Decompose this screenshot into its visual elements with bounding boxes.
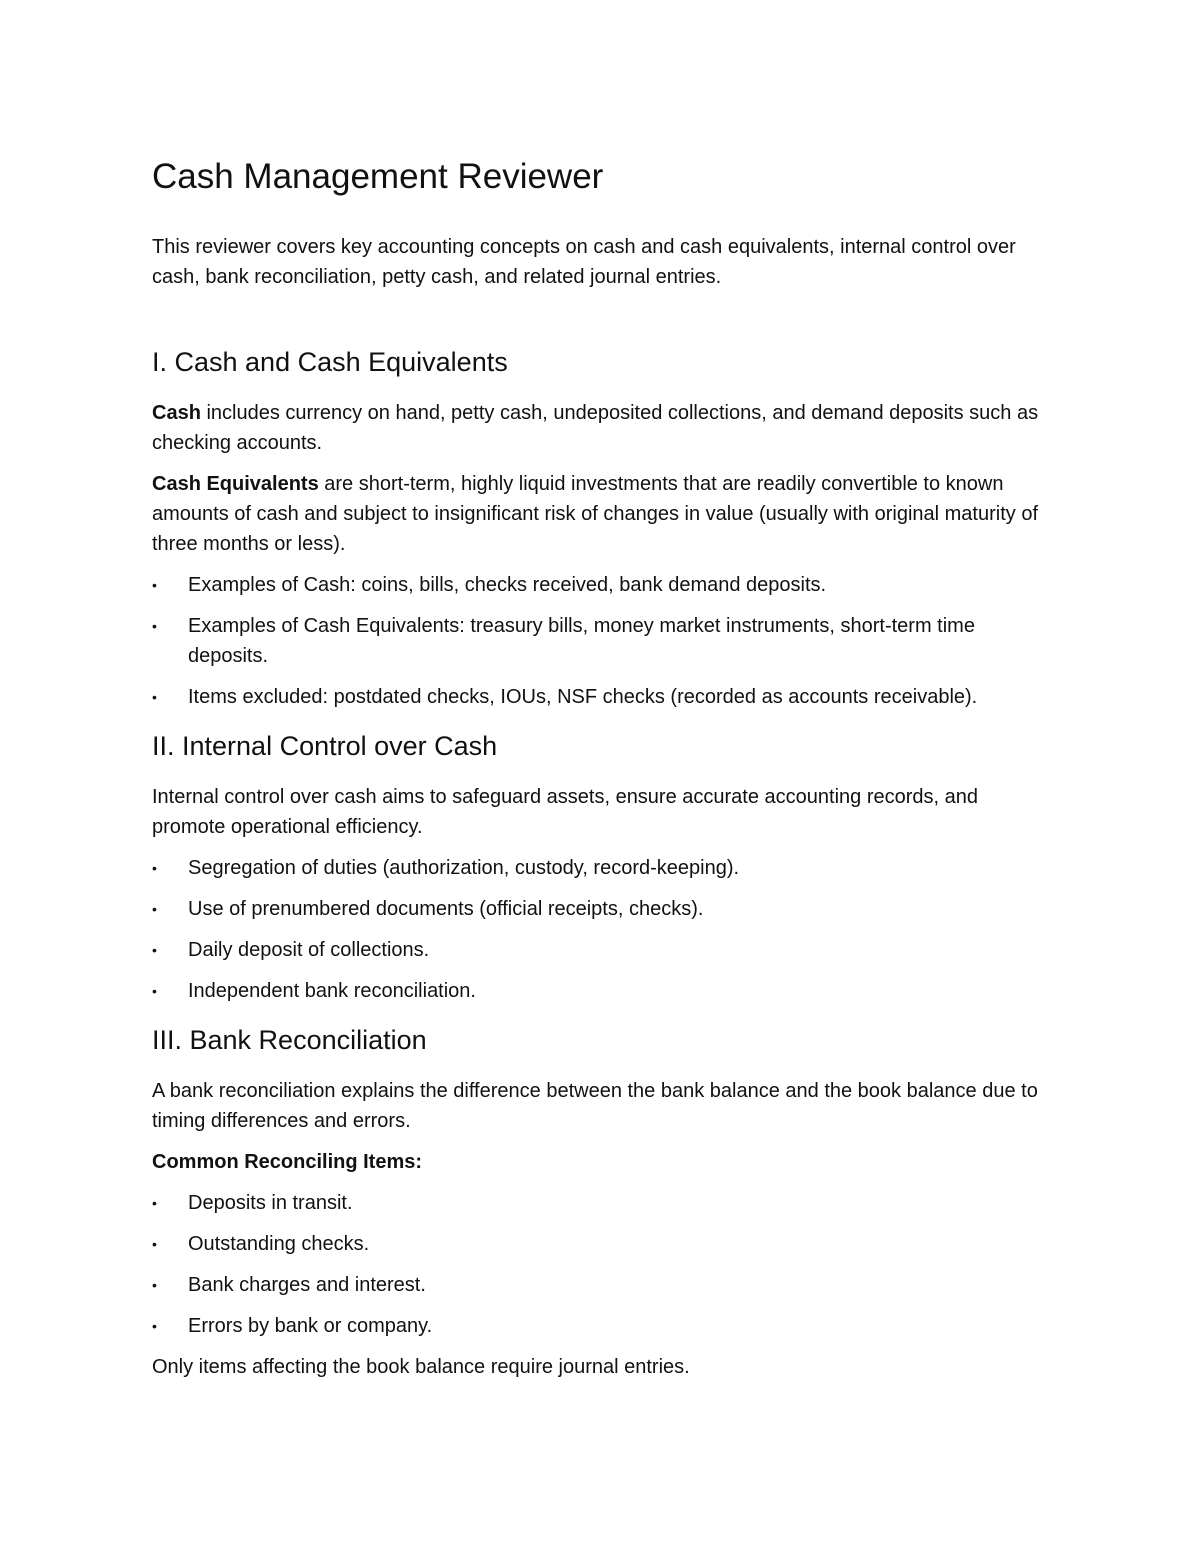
section-internal-control (152, 728, 1050, 1006)
list-item (152, 1229, 1050, 1259)
bullet-icon: • (152, 1236, 157, 1252)
list-item (152, 1311, 1050, 1341)
bullet-icon: • (152, 901, 157, 917)
document-title: Cash Management Reviewer (152, 157, 604, 196)
list-item (152, 853, 1050, 883)
list-item (152, 611, 1050, 671)
list-item (152, 570, 1050, 600)
list-item-text: Bank charges and interest. (188, 1274, 426, 1296)
section-cash-equivalents (152, 344, 1050, 712)
bullet-icon: • (152, 1318, 157, 1334)
list-item (152, 1188, 1050, 1218)
list-item-text: Independent bank reconciliation. (188, 980, 476, 1002)
term-cash-equivalents: Cash Equivalents (152, 473, 319, 495)
section-heading: II. Internal Control over Cash (152, 731, 498, 761)
cash-equivalents-definition (152, 469, 1050, 559)
bullet-icon: • (152, 689, 157, 705)
bullet-icon: • (152, 577, 157, 593)
intro-paragraph: This reviewer covers key accounting concepts on cash and cash equivalents, internal control over cash, bank reconciliation, petty cash, and related journal entries. (152, 236, 1016, 288)
list-item (152, 1270, 1050, 1300)
bullet-icon: • (152, 1195, 157, 1211)
section-heading: I. Cash and Cash Equivalents (152, 347, 508, 377)
cash-definition-text: includes currency on hand, petty cash, undeposited collections, and demand deposits such as checking accounts. (152, 402, 1039, 454)
list-item-text: Use of prenumbered documents (official receipts, checks). (188, 898, 704, 920)
bullet-list (152, 570, 1050, 712)
section-heading: III. Bank Reconciliation (152, 1025, 427, 1055)
bullet-list (152, 1188, 1050, 1341)
bullet-list (152, 853, 1050, 1006)
reconciling-items-subheading (152, 1147, 1050, 1177)
term-cash: Cash (152, 402, 201, 424)
bullet-icon: • (152, 1277, 157, 1293)
bank-reconciliation-paragraph: A bank reconciliation explains the difference between the bank balance and the book balance due to timing differences and errors. (152, 1080, 1038, 1132)
list-item-text: Outstanding checks. (188, 1233, 370, 1255)
list-item-text: Items excluded: postdated checks, IOUs, NSF checks (recorded as accounts receivable). (188, 686, 978, 708)
list-item (152, 682, 1050, 712)
list-item (152, 976, 1050, 1006)
bullet-icon: • (152, 860, 157, 876)
internal-control-paragraph: Internal control over cash aims to safeguard assets, ensure accurate accounting records, and promote operational efficiency. (152, 786, 979, 838)
bullet-icon: • (152, 618, 157, 634)
cash-equivalents-definition-text: are short-term, highly liquid investments that are readily convertible to known amounts of cash and subject to insignificant risk of changes in value (usually with original maturity of three months or less). (152, 473, 1039, 555)
list-item (152, 935, 1050, 965)
list-item-text: Segregation of duties (authorization, custody, record-keeping). (188, 857, 740, 879)
section-bank-reconciliation (152, 1022, 1050, 1382)
list-item-text: Deposits in transit. (188, 1192, 353, 1214)
list-item-text: Daily deposit of collections. (188, 939, 430, 961)
bullet-icon: • (152, 983, 157, 999)
subheading-text: Common Reconciling Items: (152, 1151, 423, 1173)
list-item-text: Errors by bank or company. (188, 1315, 433, 1337)
bullet-icon: • (152, 942, 157, 958)
list-item-text: Examples of Cash Equivalents: treasury bills, money market instruments, short-term time deposits. (188, 615, 975, 667)
closing-paragraph: Only items affecting the book balance require journal entries. (152, 1356, 690, 1378)
list-item (152, 894, 1050, 924)
list-item-text: Examples of Cash: coins, bills, checks received, bank demand deposits. (188, 574, 827, 596)
cash-definition (152, 398, 1050, 458)
